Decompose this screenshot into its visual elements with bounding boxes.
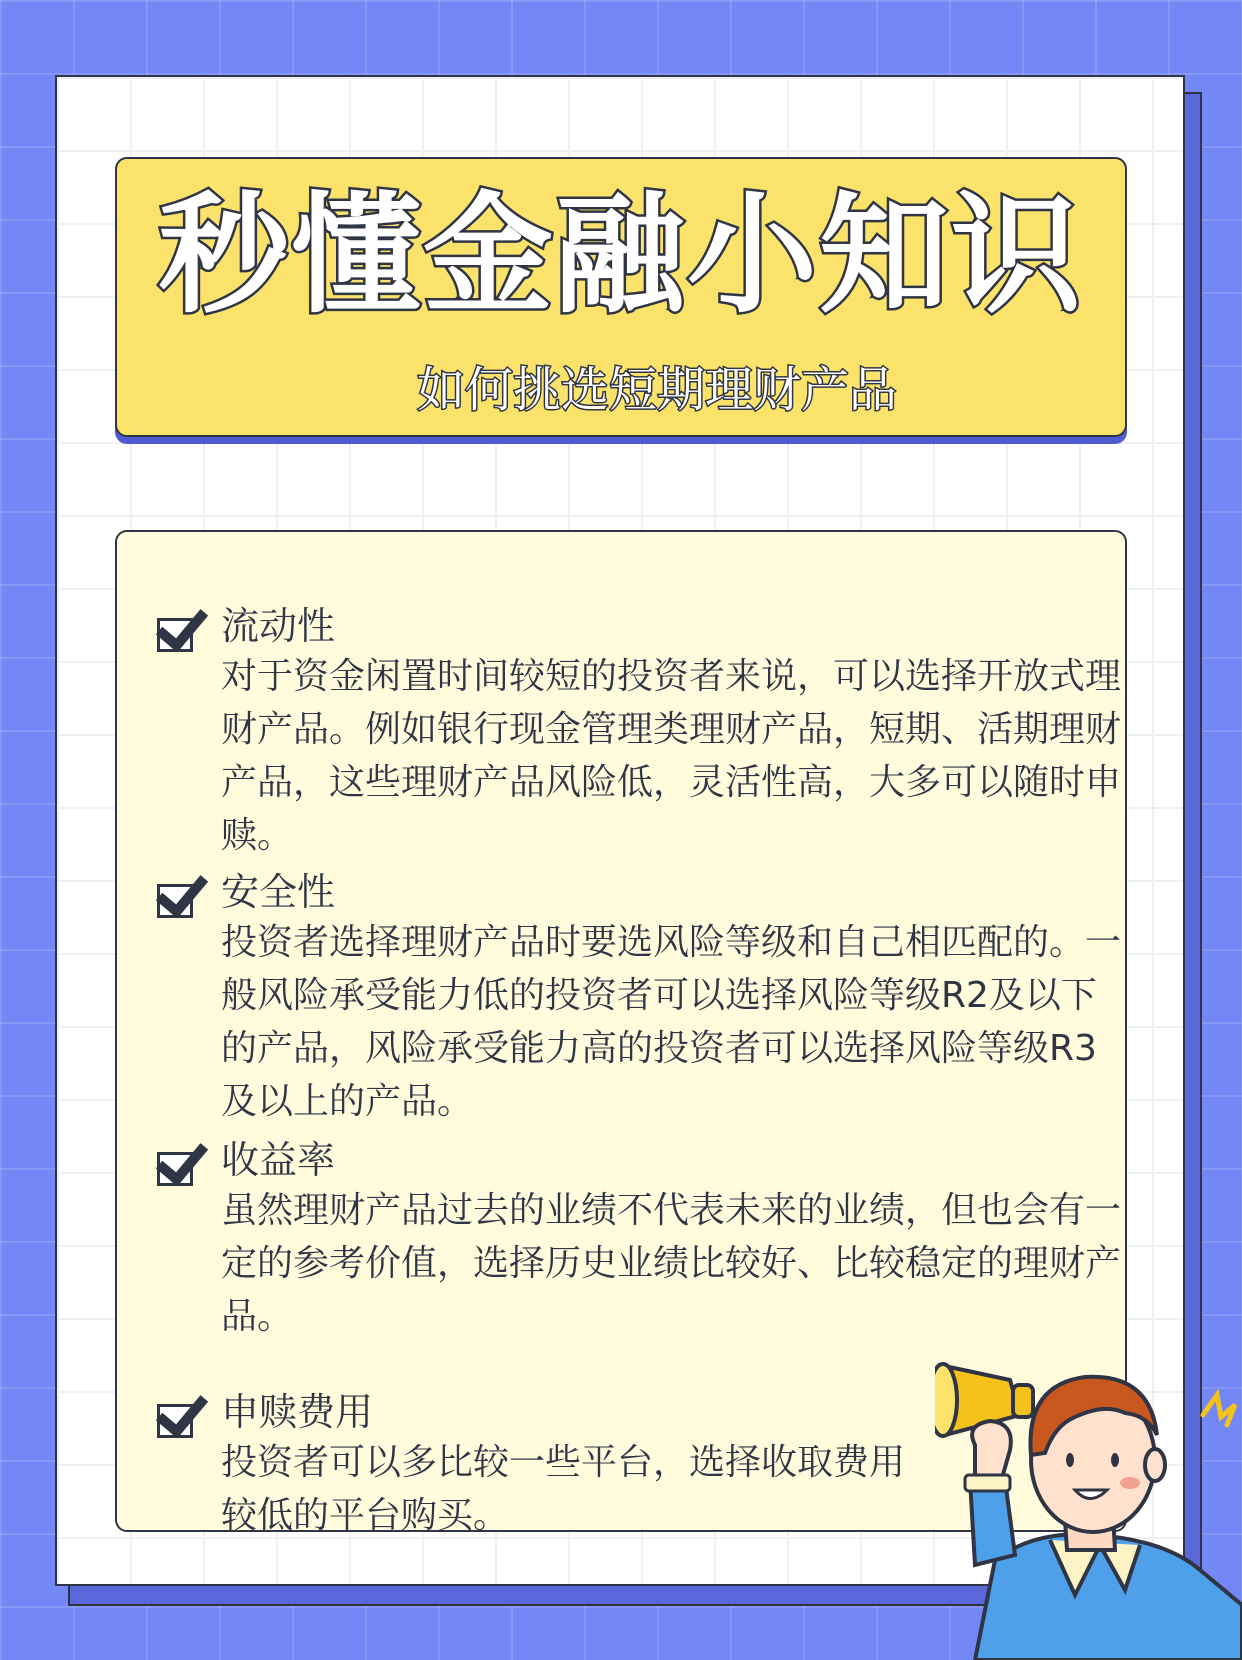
- subtitle: 如何挑选短期理财产品: [417, 362, 898, 418]
- main-title: 秒懂金融小知识: [158, 179, 1083, 331]
- tip-heading: 申赎费用: [221, 1390, 374, 1434]
- megaphone-character-illustration: [935, 1355, 1242, 1660]
- tip-heading: 安全性: [221, 870, 336, 914]
- tip-body: 投资者选择理财产品时要选风险等级和自己相匹配的。一般风险承受能力低的投资者可以选择风险等级R2及以下的产品，风险承受能力高的投资者可以选择风险等级R3及以上的产品。: [221, 922, 1122, 1122]
- tip-body: 对于资金闲置时间较短的投资者来说，可以选择开放式理财产品。例如银行现金管理类理财产品，短期、活期理财产品，这些理财产品风险低，灵活性高，大多可以随时申赎。: [221, 656, 1122, 856]
- tip-body: 投资者可以多比较一些平台，选择收取费用较低的平台购买。: [221, 1442, 906, 1536]
- tip-heading: 流动性: [221, 604, 336, 648]
- checkbox-checked-icon: [157, 618, 193, 652]
- checkbox-checked-icon: [157, 884, 193, 918]
- title-banner: [115, 157, 1127, 437]
- tip-heading: 收益率: [221, 1138, 336, 1182]
- checkbox-checked-icon: [157, 1152, 193, 1186]
- tip-body: 虽然理财产品过去的业绩不代表未来的业绩，但也会有一定的参考价值，选择历史业绩比较好、比较稳定的理财产品。: [221, 1190, 1122, 1337]
- checkbox-checked-icon: [157, 1404, 193, 1438]
